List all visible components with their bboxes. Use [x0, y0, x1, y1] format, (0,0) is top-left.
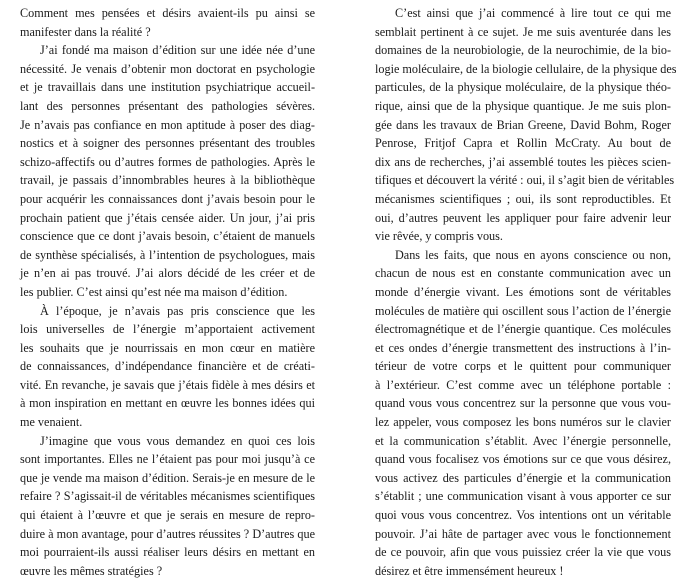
- text-line: Dans les faits, que nous en ayons conscience ou non,: [395, 247, 671, 262]
- text-line: logie moléculaire, de la biologie cellulaire, de la physique des: [375, 61, 677, 76]
- text-line: de ce pouvoir, afin que vous puissiez créer la vie que vous: [375, 545, 671, 560]
- text-line: les publier. C’est ainsi qu’est née ma maison d’édition.: [20, 284, 288, 299]
- text-line: domaines de la neurobiologie, de la neurochimie, de la bio-: [375, 43, 671, 58]
- text-line: vous activez des particules d’énergie et la communication: [375, 470, 671, 485]
- paragraph: [375, 246, 671, 580]
- paragraph: [20, 41, 315, 301]
- paragraph: [375, 4, 677, 246]
- text-line: manifester dans la réalité ?: [20, 24, 151, 39]
- text-line: lant des personnes présentant des pathologies sévères.: [20, 98, 315, 113]
- text-line: J’ai fondé ma maison d’édition sur une idée née d’une: [40, 43, 315, 58]
- text-line: refaire ? S’agissait-il de véritables mécanismes scientifiques: [20, 489, 315, 504]
- text-line: œuvre les mêmes stratégies ?: [20, 563, 163, 578]
- text-line: térieur de votre corps et le quittent pour communiquer: [375, 359, 671, 374]
- text-line: sont importantes. Elles ne l’étaient pas pour moi jusqu’à ce: [20, 452, 315, 467]
- text-line: rique, ainsi que de la physique quantique. Je me suis plon-: [375, 98, 671, 113]
- text-line: monde d’énergie vivant. Les émotions sont de véritables: [375, 284, 671, 299]
- paragraph: [20, 432, 315, 580]
- text-line: à mon inspiration en mettant en œuvre les bonnes idées qui: [20, 396, 315, 411]
- right-page: [375, 4, 677, 580]
- text-line: schizo-affectifs ou d’autres formes de pathologies. Après le: [20, 154, 315, 169]
- text-line: et je travaillais dans une institution psychiatrique accueil-: [20, 80, 315, 95]
- text-line: vie rêvée, y compris vous.: [375, 229, 503, 244]
- text-line: particules, de la physique moléculaire, de la physique théo-: [375, 80, 671, 95]
- text-line: dix ans de recherches, j’ai assemblé toutes les pièces scien-: [375, 154, 671, 169]
- text-line: quand vous focalisez vos émotions sur ce que vous désirez,: [375, 452, 671, 467]
- text-line: semblait pertinent à ce sujet. Je me suis aventurée dans les: [375, 24, 671, 39]
- text-line: travail, je passais d’innombrables heures à la bibliothèque: [20, 173, 315, 188]
- text-line: et la communication s’établit. Avec l’énergie personnelle,: [375, 433, 671, 448]
- text-line: lez appeler, vous composez les bons numéros sur le clavier: [375, 415, 671, 430]
- text-line: pouvoir. J’ai hâte de partager avec vous le fonctionnement: [375, 526, 671, 541]
- text-line: quand vous vous concentrez sur la personne que vous vou-: [375, 396, 671, 411]
- text-line: que je vende ma maison d’édition. Serais-je en mesure de le: [20, 470, 315, 485]
- text-line: quoi vous vous concentrez. Vos intentions ont un véritable: [375, 508, 671, 523]
- text-line: prochain patient que j’étais censée aider. Un jour, j’ai pris: [20, 210, 315, 225]
- text-line: tifiques et découvert la vérité : oui, il s’agit bien de véritables: [375, 173, 675, 188]
- text-line: et ces ondes d’énergie transmettent des instructions à l’in-: [375, 340, 671, 355]
- text-line: de connaissances, d’indépendance financière et de créati-: [20, 359, 315, 374]
- text-line: molécules de matière qui oscillent sous l’action de l’énergie: [375, 303, 671, 318]
- text-line: nostics et à soigner des personnes présentant des troubles: [20, 136, 315, 151]
- text-line: je n’en ai pas trouvé. J’ai alors décidé de les créer et de: [20, 266, 315, 281]
- text-line: Comment mes pensées et désirs avaient-ils pu ainsi se: [20, 6, 315, 20]
- text-line: conscience que ce dont j’avais besoin, c’étaient de manuels: [20, 229, 315, 244]
- text-line: s’établit ; une communication visant à vous apporter ce sur: [375, 489, 671, 504]
- text-line: lois universelles de l’énergie m’apportaient activement: [20, 322, 315, 337]
- text-line: pour acquérir les connaissances dont j’avais besoin pour le: [20, 191, 315, 206]
- text-line: Je n’avais pas confiance en mon aptitude à poser des diag-: [20, 117, 315, 132]
- text-line: J’imagine que vous vous demandez en quoi ces lois: [40, 433, 315, 448]
- text-line: les souhaits que je nourrissais en mon cœur en matière: [20, 340, 315, 355]
- text-line: mécanismes scientifiques ; oui, ils sont reproductibles. Et: [375, 191, 671, 206]
- text-line: nécessité. Je venais d’obtenir mon doctorat en psychologie: [20, 61, 315, 76]
- text-line: C’est ainsi que j’ai commencé à lire tout ce qui me: [395, 6, 671, 20]
- text-line: désirez et être immensément heureux !: [375, 563, 564, 578]
- left-page: [20, 4, 315, 580]
- text-line: duire à mon avantage, pour d’autres réussites ? D’autres que: [20, 526, 315, 541]
- paragraph: [20, 4, 315, 41]
- text-line: chacun de nous est en constante communication avec un: [375, 266, 671, 281]
- paragraph: [20, 302, 315, 432]
- text-line: me venaient.: [20, 415, 83, 430]
- text-line: électromagnétique et de l’énergie quantique. Ces molécules: [375, 322, 671, 337]
- text-line: À l’époque, je n’avais pas pris conscience que les: [40, 303, 315, 318]
- text-line: Penrose, Fritjof Capra et Rollin McCraty. Au bout de: [375, 136, 671, 151]
- text-line: moi pourraient-ils aussi réaliser leurs désirs en mettant en: [20, 545, 315, 560]
- text-line: vité. En revanche, je savais que j’étais fidèle à mes désirs et: [20, 377, 315, 392]
- text-line: de synthèse spécialisés, à l’intention de psychologues, mais: [20, 247, 315, 262]
- text-line: à l’extérieur. C’est comme avec un téléphone portable :: [375, 377, 671, 392]
- text-line: qui étaient à l’œuvre et que je serais en mesure de repro-: [20, 508, 315, 523]
- text-line: oui, d’autres peuvent les appliquer pour faire advenir leur: [375, 210, 671, 225]
- text-line: gée dans les travaux de Brian Greene, David Bohm, Roger: [375, 117, 671, 132]
